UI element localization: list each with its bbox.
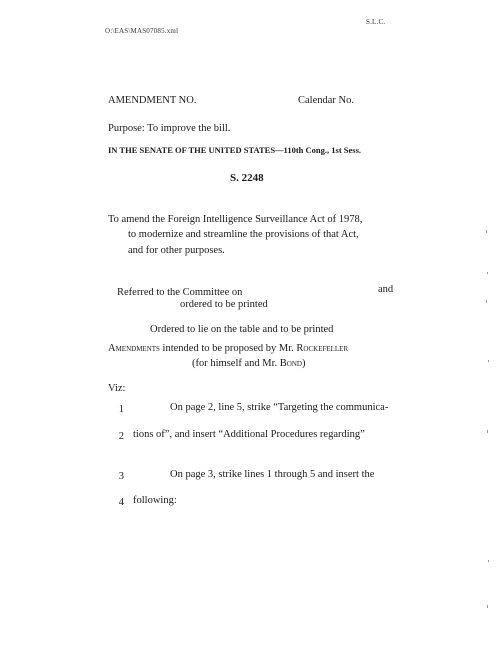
scan-speck (486, 300, 487, 303)
file-reference: O:\EAS\MAS07085.xml (105, 27, 179, 35)
cosponsor-name: Bond (279, 358, 302, 369)
title-line-2: to modernize and streamline the provisions of that Act, (128, 229, 359, 240)
scan-speck (487, 605, 488, 608)
senate-session-line: IN THE SENATE OF THE UNITED STATES—110th Cong., 1st Sess. (108, 145, 362, 155)
cosponsor-prefix: (for himself and Mr. (192, 358, 280, 369)
viz-label: Viz: (108, 383, 126, 394)
amendment-number-label: AMENDMENT NO. (108, 95, 197, 106)
sponsor-name: Rockefeller (296, 343, 349, 354)
line-text-2: tions of”, and insert “Additional Procedures regarding” (133, 429, 365, 440)
referral-and: and (378, 284, 394, 295)
scan-speck (487, 430, 488, 433)
scan-speck (488, 360, 489, 362)
referred-to-committee: Referred to the Committee on (117, 287, 243, 298)
calendar-number-label: Calendar No. (298, 95, 354, 106)
amendments-word: Amendments (108, 343, 160, 354)
cosponsor-line (192, 358, 305, 369)
bill-number: S. 2248 (230, 172, 264, 184)
scan-speck (488, 560, 489, 562)
scan-speck (487, 272, 488, 274)
ordered-to-lie-on-table: Ordered to lie on the table and to be printed (150, 324, 334, 335)
line-text-3: On page 3, strike lines 1 through 5 and insert the (170, 469, 375, 480)
line-number-3: 3 (118, 471, 124, 482)
title-line-3: and for other purposes. (128, 245, 225, 256)
line-number-4: 4 (118, 497, 124, 508)
purpose-line: Purpose: To improve the bill. (108, 123, 231, 134)
title-line-1: To amend the Foreign Intelligence Surveillance Act of 1978, (108, 214, 363, 225)
line-number-1: 1 (118, 404, 124, 415)
scan-speck (486, 230, 487, 233)
proposed-by-text: intended to be proposed by Mr. (159, 343, 297, 354)
amendments-proposed-by (108, 343, 348, 354)
ordered-to-be-printed: ordered to be printed (180, 299, 268, 310)
line-text-4: following: (133, 495, 177, 506)
office-code: S.L.C. (366, 18, 386, 26)
line-number-2: 2 (118, 431, 124, 442)
cosponsor-suffix: ) (301, 358, 306, 369)
line-text-1: On page 2, line 5, strike “Targeting the communica- (170, 402, 389, 413)
